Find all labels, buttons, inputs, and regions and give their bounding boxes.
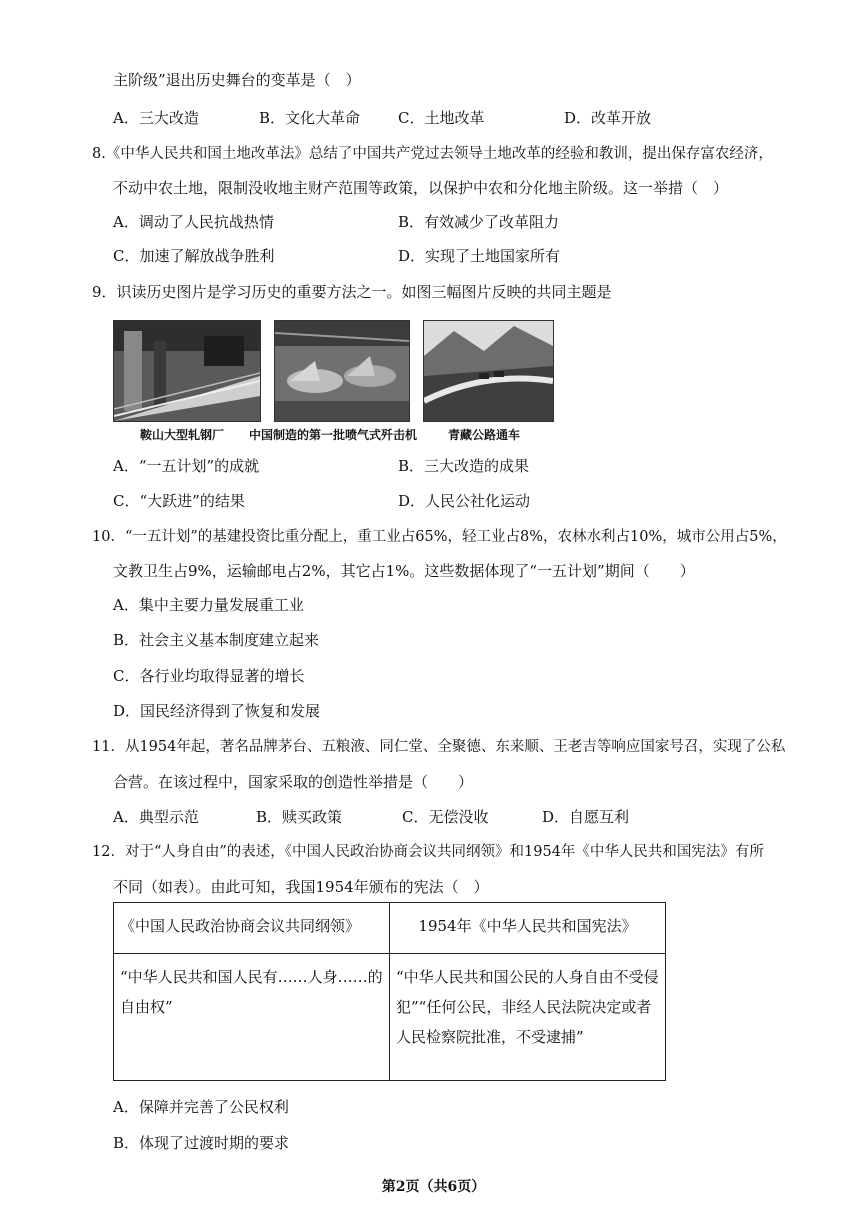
table-header-1954-constitution: 1954年《中华人民共和国宪法》 (390, 903, 666, 954)
q10-stem-line2: 文教卫生占9%，运输邮电占2%，其它占1%。这些数据体现了“一五计划”期间（ ） (113, 562, 695, 580)
q9-stem: 9．识读历史图片是学习历史的重要方法之一。如图三幅图片反映的共同主题是 (92, 283, 612, 301)
q7-option-c[interactable]: C．土地改革 (398, 109, 485, 127)
q10-option-c[interactable]: C．各行业均取得显著的增长 (113, 667, 305, 685)
q11-option-d[interactable]: D．自愿互利 (542, 808, 630, 826)
qinghai-tibet-highway-photo (423, 320, 554, 422)
q8-option-b[interactable]: B．有效减少了改革阻力 (398, 213, 560, 231)
q8-option-c[interactable]: C．加速了解放战争胜利 (113, 247, 275, 265)
q9-option-d[interactable]: D．人民公社化运动 (398, 492, 531, 510)
table-cell-common-program: “中华人民共和国人民有……人身……的自由权” (114, 954, 390, 1081)
q8-option-a[interactable]: A．调动了人民抗战热情 (113, 213, 274, 231)
q7-stem: 主阶级”退出历史舞台的变革是（ ） (113, 71, 361, 89)
q7-option-a[interactable]: A．三大改造 (113, 109, 199, 127)
rolling-mill-photo (113, 320, 261, 422)
q12-stem-line2: 不同（如表）。由此可知，我国1954年颁布的宪法（ ） (113, 878, 489, 896)
q10-option-d[interactable]: D．国民经济得到了恢复和发展 (113, 702, 321, 720)
q12-option-a[interactable]: A．保障并完善了公民权利 (113, 1098, 289, 1116)
table-header-common-program: 《中国人民政治协商会议共同纲领》 (114, 903, 390, 954)
q7-option-d[interactable]: D．改革开放 (564, 109, 652, 127)
q11-stem-line2: 合营。在该过程中，国家采取的创造性举措是（ ） (113, 773, 474, 791)
q7-option-b[interactable]: B．文化大革命 (259, 109, 361, 127)
photo-caption-2: 中国制造的第一批喷气式歼击机 (249, 428, 418, 442)
q9-option-c[interactable]: C．“大跃进”的结果 (113, 492, 245, 510)
page-footer: 第2页（共6页） (381, 1179, 486, 1195)
q8-stem-line1: 8.《中华人民共和国土地改革法》总结了中国共产党过去领导土地改革的经验和教训，提出保存富农经济， (92, 146, 773, 162)
q9-option-b[interactable]: B．三大改造的成果 (398, 457, 530, 475)
comparison-table (113, 902, 666, 1081)
q8-stem-line2: 不动中农土地，限制没收地主财产范围等政策，以保护中农和分化地主阶级。这一举措（ ） (113, 179, 729, 197)
photo-caption-3: 青藏公路通车 (448, 428, 521, 442)
q10-stem-line1: 10．“一五计划”的基建投资比重分配上，重工业占65%，轻工业占8%，农林水利占10%，城市公用占5%， (92, 529, 787, 545)
q10-option-a[interactable]: A．集中主要力量发展重工业 (113, 596, 304, 614)
q10-option-b[interactable]: B．社会主义基本制度建立起来 (113, 631, 320, 649)
q12-stem-line1: 12．对于“人身自由”的表述，《中国人民政治协商会议共同纲领》和1954年《中华人民共和国宪法》有所 (92, 844, 764, 860)
q11-option-c[interactable]: C．无偿没收 (402, 808, 489, 826)
q11-option-a[interactable]: A．典型示范 (113, 808, 199, 826)
table-cell-1954-constitution: “中华人民共和国公民的人身自由不受侵犯”“任何公民，非经人民法院决定或者人民检察院批准，不受逮捕” (390, 954, 666, 1081)
q9-option-a[interactable]: A．“一五计划”的成就 (113, 457, 260, 475)
q8-option-d[interactable]: D．实现了土地国家所有 (398, 247, 561, 265)
jet-fighter-factory-photo (274, 320, 410, 422)
q12-option-b[interactable]: B．体现了过渡时期的要求 (113, 1134, 290, 1152)
q11-stem-line1: 11．从1954年起，著名品牌茅台、五粮液、同仁堂、全聚德、东来顺、王老吉等响应国家号召，实现了公私 (92, 739, 786, 755)
photo-caption-1: 鞍山大型轧钢厂 (140, 428, 225, 442)
q11-option-b[interactable]: B．赎买政策 (256, 808, 343, 826)
